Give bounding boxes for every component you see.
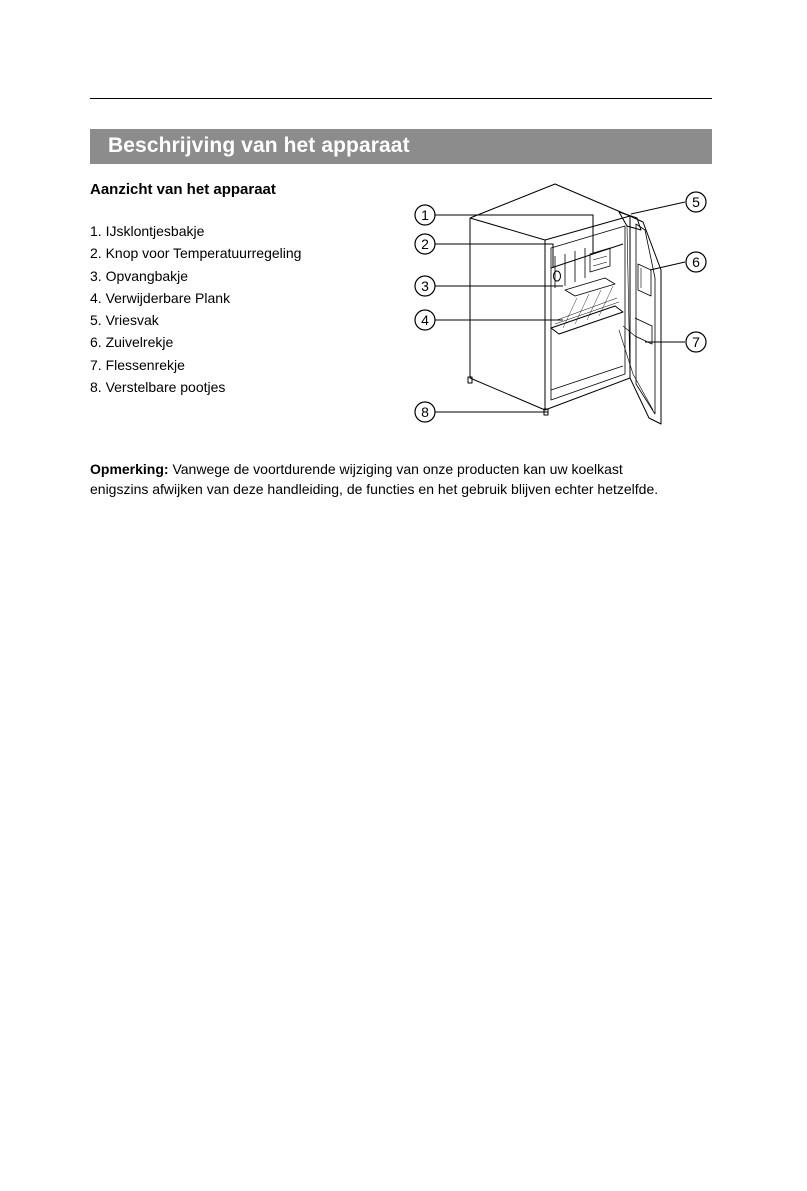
callout-3: 3 xyxy=(421,278,429,294)
note-line-2: enigszins afwijken van deze handleiding, de functies en het gebruik blijven echter hetzelfde. xyxy=(90,481,659,497)
list-item: 6. Zuivelrekje xyxy=(90,334,174,351)
callout-6: 6 xyxy=(692,254,700,270)
note-paragraph xyxy=(90,459,730,499)
list-item: 7. Flessenrekje xyxy=(90,356,185,373)
list-item: 3. Opvangbakje xyxy=(90,267,189,284)
note-line-1 xyxy=(90,459,730,479)
list-item: 5. Vriesvak xyxy=(90,312,159,329)
list-item: 1. IJsklontjesbakje xyxy=(90,223,205,239)
callout-8: 8 xyxy=(421,404,429,420)
section-banner xyxy=(90,129,712,164)
parts-list xyxy=(90,222,301,400)
callout-2: 2 xyxy=(421,236,429,252)
subheading: Aanzicht van het apparaat xyxy=(90,181,276,198)
callout-5: 5 xyxy=(692,194,700,210)
list-item: 2. Knop voor Temperatuurregeling xyxy=(90,245,302,262)
callout-4: 4 xyxy=(421,312,429,328)
callout-7: 7 xyxy=(692,334,700,350)
fridge-diagram xyxy=(405,178,725,428)
list-item: 8. Verstelbare pootjes xyxy=(90,379,226,396)
section-title: Beschrijving van het apparaat xyxy=(108,134,410,157)
note-text-1: Vanwege de voortdurende wijziging van onze producten kan uw koelkast xyxy=(168,461,623,477)
note-label: Opmerking: xyxy=(90,461,169,477)
list-item: 4. Verwijderbare Plank xyxy=(90,289,231,306)
callout-1: 1 xyxy=(421,207,429,223)
top-rule xyxy=(90,98,712,99)
